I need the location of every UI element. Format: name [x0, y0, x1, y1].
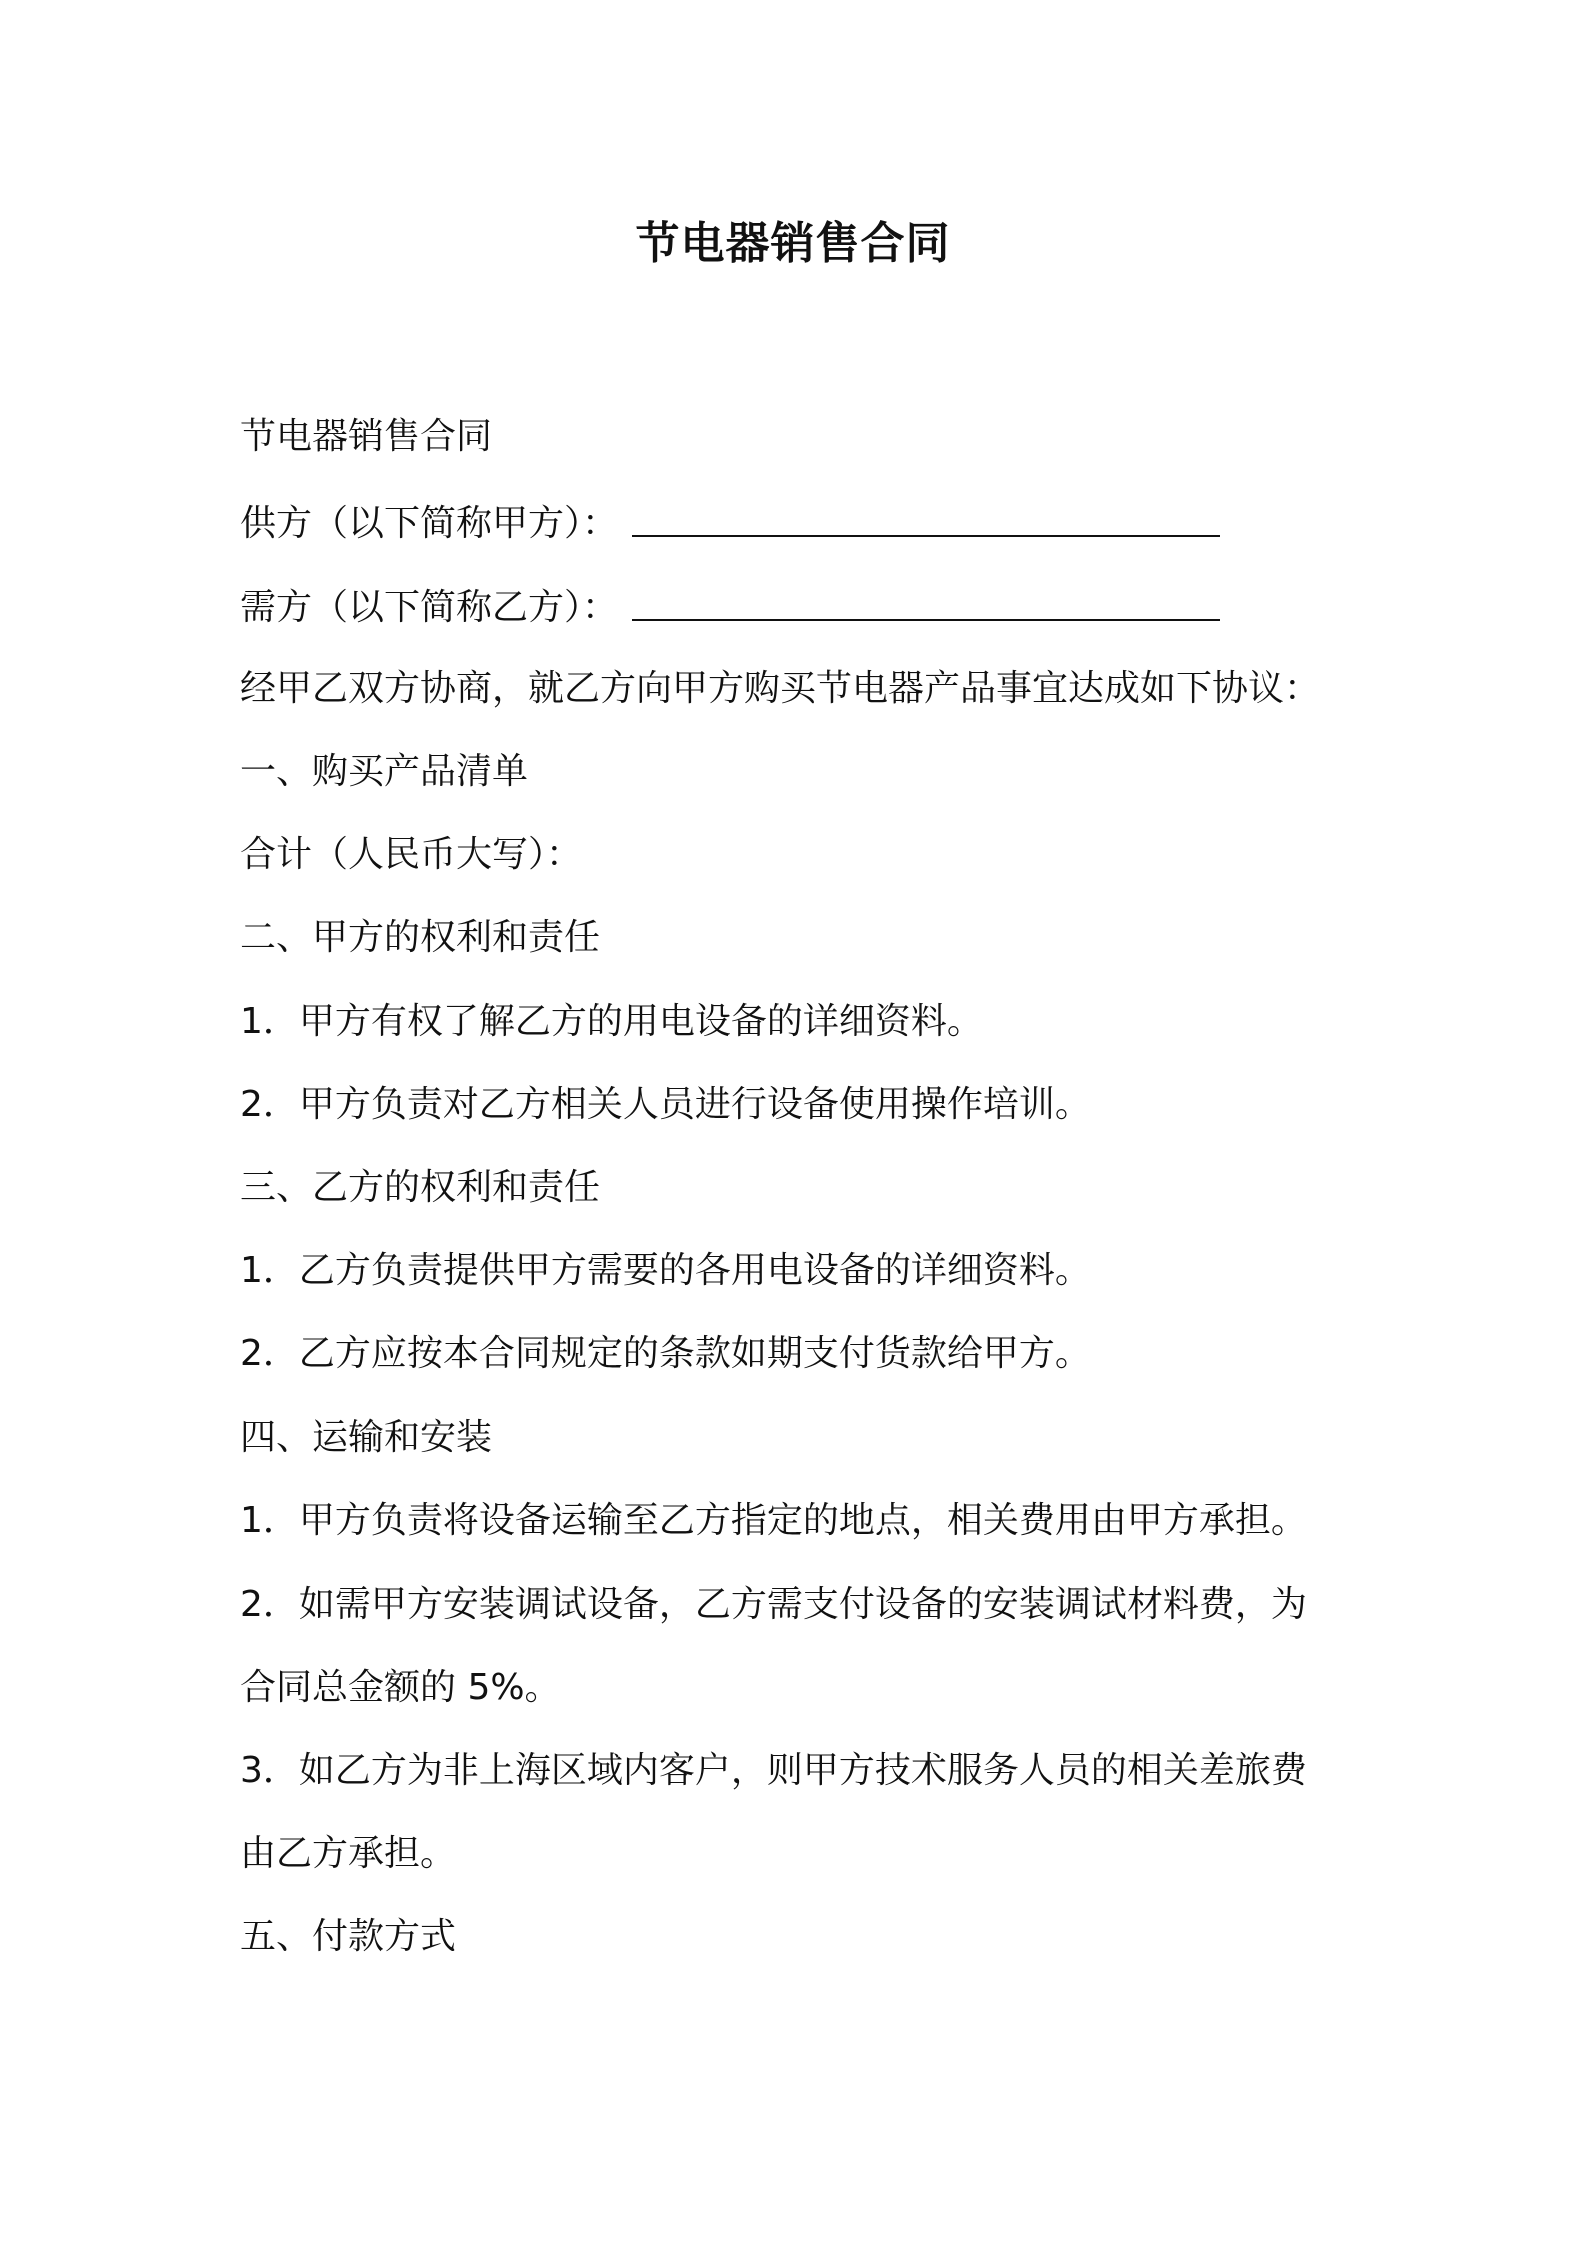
buyer-label: 需方（以下简称乙方）： — [240, 587, 619, 628]
section2-heading: 二、甲方的权利和责任 — [240, 917, 601, 958]
section4-item-2-line-1: 2．如需甲方安装调试设备，乙方需支付设备的安装调试材料费，为 — [240, 1584, 1307, 1625]
document-title: 节电器销售合同 — [635, 218, 951, 269]
supplier-line — [240, 499, 1220, 549]
section4-heading: 四、运输和安装 — [240, 1417, 493, 1458]
section4-item-3-line-1: 3．如乙方为非上海区域内客户，则甲方技术服务人员的相关差旅费 — [240, 1750, 1307, 1791]
section3-item-2: 2．乙方应按本合同规定的条款如期支付货款给甲方。 — [240, 1333, 1091, 1374]
supplier-label: 供方（以下简称甲方）： — [240, 503, 619, 544]
section4-item-2-line-2: 合同总金额的 5%。 — [240, 1667, 561, 1708]
total-amount-label: 合计（人民币大写）： — [240, 834, 583, 875]
section4-item-1: 1．甲方负责将设备运输至乙方指定的地点，相关费用由甲方承担。 — [240, 1500, 1307, 1541]
section4-item-3-line-2: 由乙方承担。 — [240, 1833, 457, 1874]
intro-paragraph: 经甲乙双方协商，就乙方向甲方购买节电器产品事宜达成如下协议： — [240, 668, 1321, 709]
buyer-blank-field[interactable] — [632, 619, 1220, 621]
section1-heading: 一、购买产品清单 — [240, 751, 529, 792]
section3-item-1: 1．乙方负责提供甲方需要的各用电设备的详细资料。 — [240, 1250, 1091, 1291]
supplier-blank-field[interactable] — [632, 535, 1220, 537]
section2-item-1: 1．甲方有权了解乙方的用电设备的详细资料。 — [240, 1001, 983, 1042]
section3-heading: 三、乙方的权利和责任 — [240, 1167, 601, 1208]
buyer-line — [240, 583, 1220, 633]
section2-item-2: 2．甲方负责对乙方相关人员进行设备使用操作培训。 — [240, 1084, 1091, 1125]
contract-subtitle: 节电器销售合同 — [240, 416, 493, 457]
section5-heading: 五、付款方式 — [240, 1916, 457, 1957]
